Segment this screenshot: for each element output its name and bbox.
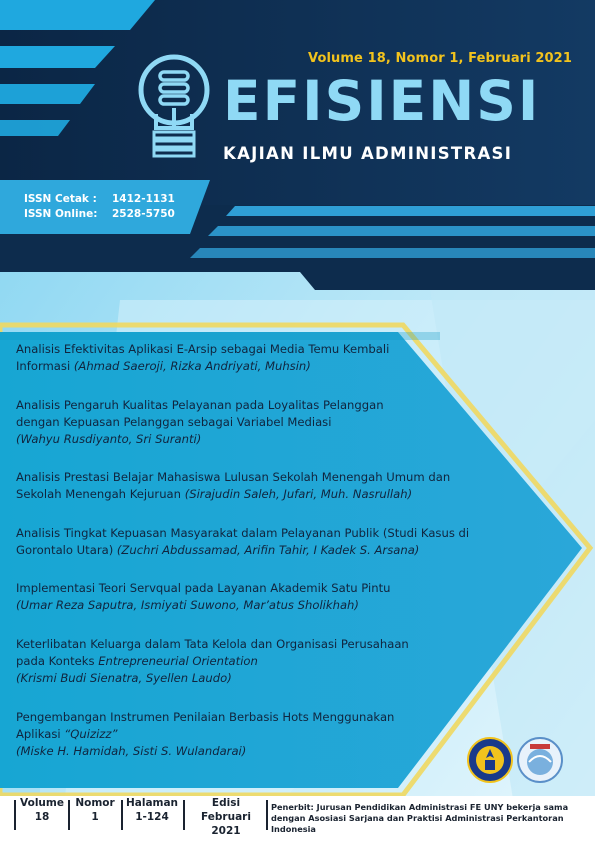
footer-halaman — [123, 796, 181, 830]
footer-edisi-value: Februari 2021 — [201, 811, 251, 837]
article-5-authors: (Umar Reza Saputra, Ismiyati Suwono, Mar’atus Sholikhah) — [16, 598, 359, 612]
article-7-title-emphasis: “Quizizz” — [64, 727, 118, 741]
article-4-authors: (Zuchri Abdussamad, Arifin Tahir, I Kadek S. Arsana) — [116, 543, 420, 557]
university-seal-icon — [466, 736, 514, 784]
article-1 — [16, 341, 396, 375]
article-1-authors: (Ahmad Saeroji, Rizka Andriyati, Muhsin) — [73, 359, 311, 373]
article-3-title: Analisis Prestasi Belajar Mahasiswa Lulusan Sekolah Menengah Umum dan Sekolah Menengah Kejuruan — [16, 470, 451, 501]
issn-online-value: 2528-5750 — [112, 208, 175, 220]
journal-subtitle: KAJIAN ILMU ADMINISTRASI — [223, 144, 513, 163]
volume-line: Volume 18, Nomor 1, Februari 2021 — [308, 51, 572, 66]
footer-halaman-value: 1-124 — [135, 811, 169, 823]
article-4-title: Analisis Tingkat Kepuasan Masyarakat dalam Pelayanan Publik (Studi Kasus di Gorontalo Utara) — [16, 526, 470, 557]
footer-divider — [14, 800, 16, 830]
publisher-line-2: dengan Asosiasi Sarjana dan Praktisi Administrasi Perkantoran Indonesia — [271, 813, 564, 834]
article-6-authors: (Krismi Budi Sienatra, Syellen Laudo) — [16, 671, 232, 685]
article-2-title: Analisis Pengaruh Kualitas Pelayanan pada Loyalitas Pelanggan dengan Kepuasan Pelanggan sebagai Variabel Mediasi — [16, 398, 384, 429]
issn-print — [24, 193, 175, 205]
article-4 — [16, 525, 501, 559]
article-3-authors: (Sirajudin Saleh, Jufari, Muh. Nasrullah) — [184, 487, 413, 501]
article-7 — [16, 709, 426, 760]
article-3 — [16, 469, 496, 503]
footer-edisi — [186, 796, 266, 837]
issue-footer — [0, 796, 595, 836]
article-6-title-emphasis: Entrepreneurial Orientation — [98, 654, 258, 668]
issn-online — [24, 208, 175, 220]
article-5 — [16, 580, 436, 614]
lightbulb-logo-icon — [134, 52, 214, 164]
footer-nomor — [71, 796, 119, 830]
article-7-title: Pengembangan Instrumen Penilaian Berbasis Hots Menggunakan Aplikasi — [16, 710, 395, 741]
footer-divider — [266, 800, 268, 830]
association-logo-icon — [516, 736, 564, 784]
footer-divider — [183, 800, 185, 830]
article-7-authors: (Miske H. Hamidah, Sisti S. Wulandarai) — [16, 744, 247, 758]
footer-edisi-label: Edisi — [211, 797, 241, 809]
issn-print-value: 1412-1131 — [112, 193, 175, 205]
footer-nomor-label: Nomor — [75, 797, 115, 809]
footer-divider — [68, 800, 70, 830]
footer-nomor-value: 1 — [91, 811, 99, 823]
issn-print-label: ISSN Cetak : — [24, 193, 97, 205]
footer-volume-value: 18 — [34, 811, 50, 823]
article-6-title: Keterlibatan Keluarga dalam Tata Kelola dan Organisasi Perusahaan pada Konteks — [16, 637, 409, 668]
article-5-title: Implementasi Teori Servqual pada Layanan Akademik Satu Pintu — [16, 581, 391, 595]
article-2 — [16, 397, 416, 448]
footer-publisher — [271, 802, 589, 835]
issn-online-label: ISSN Online: — [24, 208, 98, 220]
footer-halaman-label: Halaman — [125, 797, 179, 809]
article-1-title: Analisis Efektivitas Aplikasi E-Arsip sebagai Media Temu Kembali Informasi — [16, 342, 390, 373]
footer-volume-label: Volume — [20, 797, 64, 809]
article-6 — [16, 636, 441, 687]
publisher-line-1: Penerbit: Jurusan Pendidikan Administrasi FE UNY bekerja sama — [271, 802, 569, 812]
footer-volume — [17, 796, 67, 830]
journal-title: EFISIENSI — [223, 69, 541, 133]
article-2-authors: (Wahyu Rusdiyanto, Sri Suranti) — [16, 432, 202, 446]
